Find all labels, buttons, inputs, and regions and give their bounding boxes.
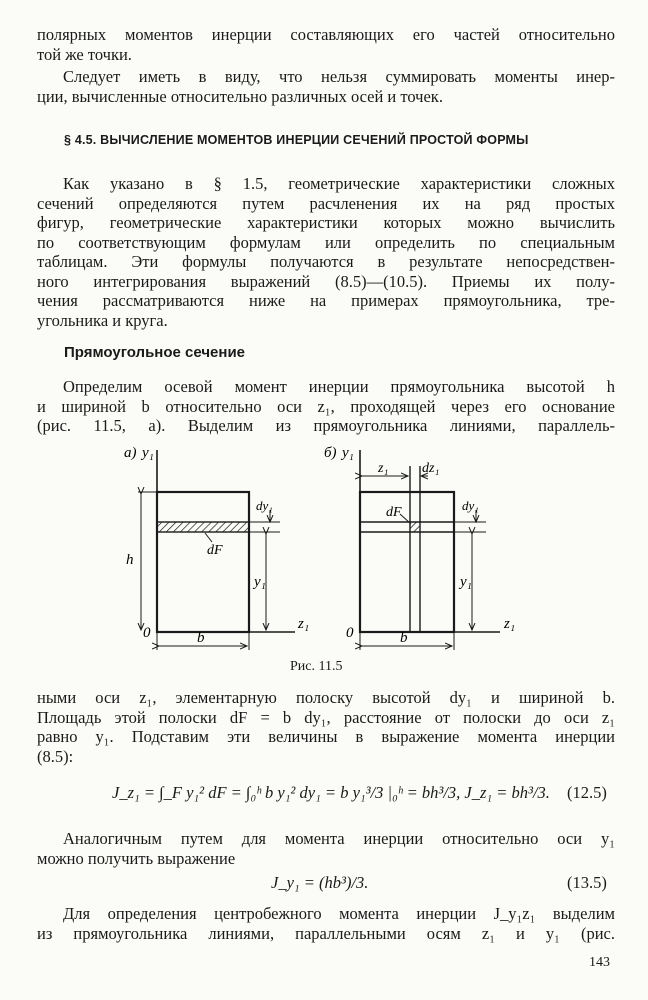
text-line: фигур, геометрические характеристики которых можно вычислить [37,213,615,232]
z-axis-label: z₁ [504,616,516,632]
offset-label: z₁ [378,461,389,476]
origin-label: 0 [143,625,151,641]
strip-hatched [157,522,249,532]
text-line: ного интегрирования выражений (8.5)—(10.5). Приемы их полу- [37,271,615,291]
equation-number: (13.5) [567,873,607,892]
paragraph-1 [37,25,615,64]
text-line: Определим осевой момент инерции прямоугольника высотой h [63,377,615,396]
element-area-label: dF [386,505,402,520]
text-line: равно y₁. Подставим эти величины в выражение момента инерции [37,727,615,746]
paragraph-5 [37,688,615,766]
diagram-a-label: а) [124,445,137,461]
text-line: по соответствующим формулам или определить по специальным [37,232,615,252]
paragraph-3 [37,174,615,330]
text-line: Как указано в § 1.5, геометрические характеристики сложных [63,174,615,193]
text-line: Площадь этой полоски dF = b dy₁, расстояние от полоски до оси z₁ [37,707,615,727]
width-label: b [197,630,205,646]
section-heading: § 4.5. ВЫЧИСЛЕНИЕ МОМЕНТОВ ИНЕРЦИИ СЕЧЕНИЙ ПРОСТОЙ ФОРМЫ [64,133,529,147]
strip-height-label: dy₁ [256,498,273,513]
paragraph-4 [37,377,615,436]
text-line: чения рассматриваются ниже на примерах прямоугольника, тре- [37,291,615,310]
leader-line [205,533,212,542]
distance-label: y₁ [460,574,472,590]
text-line: можно получить выражение [37,848,236,868]
text-line: (8.5): [37,746,74,766]
paragraph-6 [37,829,615,868]
element-area [410,522,420,532]
strip-height-label: dy₁ [462,498,479,513]
paragraph-7 [37,904,615,943]
figure-caption: Рис. 11.5 [290,659,343,674]
text-line: сечений определяются путем расчленения их на ряд простых [37,193,615,213]
text-line: и шириной b относительно оси z₁, проходящей через его основание [37,396,615,416]
text-line: (рис. 11.5, а). Выделим из прямоугольника линиями, параллель- [37,416,615,435]
text-line: таблицам. Эти формулы получаются в результате непосредствен- [37,252,615,271]
height-label: h [126,552,134,568]
y-axis-label: y₁ [342,445,354,461]
diagram-b-label: б) [324,445,337,461]
equation-12-5: J_z₁ = ∫_F y₁² dF = ∫₀ʰ b y₁² dy₁ = b y₁³/3 |₀ʰ = bh³/3, J_z₁ = bh³/3. [112,783,550,802]
figure-11-5 [0,436,648,656]
y-axis-label: y₁ [142,445,154,461]
diagram-a [124,445,309,650]
diagram-b [324,445,515,650]
rectangle-section [360,492,454,632]
rectangle-section [157,492,249,632]
strip-width-label: dz₁ [422,461,440,476]
equation-13-5: J_y₁ = (hb³)/3. [271,873,369,892]
text-line: ции, вычисленные относительно различных осей и точек. [37,86,443,106]
z-axis-label: z₁ [298,616,310,632]
text-line: угольника и круга. [37,310,168,330]
paragraph-2 [37,67,615,106]
text-line: Аналогичным путем для момента инерции относительно оси y₁ [63,829,615,848]
text-line: той же точки. [37,44,132,64]
origin-label: 0 [346,625,354,641]
page-number: 143 [589,955,610,970]
text-line: Следует иметь в виду, что нельзя суммировать моменты инер- [63,67,615,86]
equation-number: (12.5) [567,783,607,802]
strip-area-label: dF [207,543,223,558]
width-label: b [400,630,408,646]
subsection-heading: Прямоугольное сечение [64,344,246,361]
text-line: из прямоугольника линиями, параллельными осям z₁ и y₁ (рис. [37,923,615,943]
text-line: ными оси z₁, элементарную полоску высотой dy₁ и шириной b. [37,688,615,707]
text-line: полярных моментов инерции составляющих его частей относительно [37,25,615,44]
distance-label: y₁ [254,574,266,590]
text-line: Для определения центробежного момента инерции J_y₁z₁ выделим [63,904,615,923]
